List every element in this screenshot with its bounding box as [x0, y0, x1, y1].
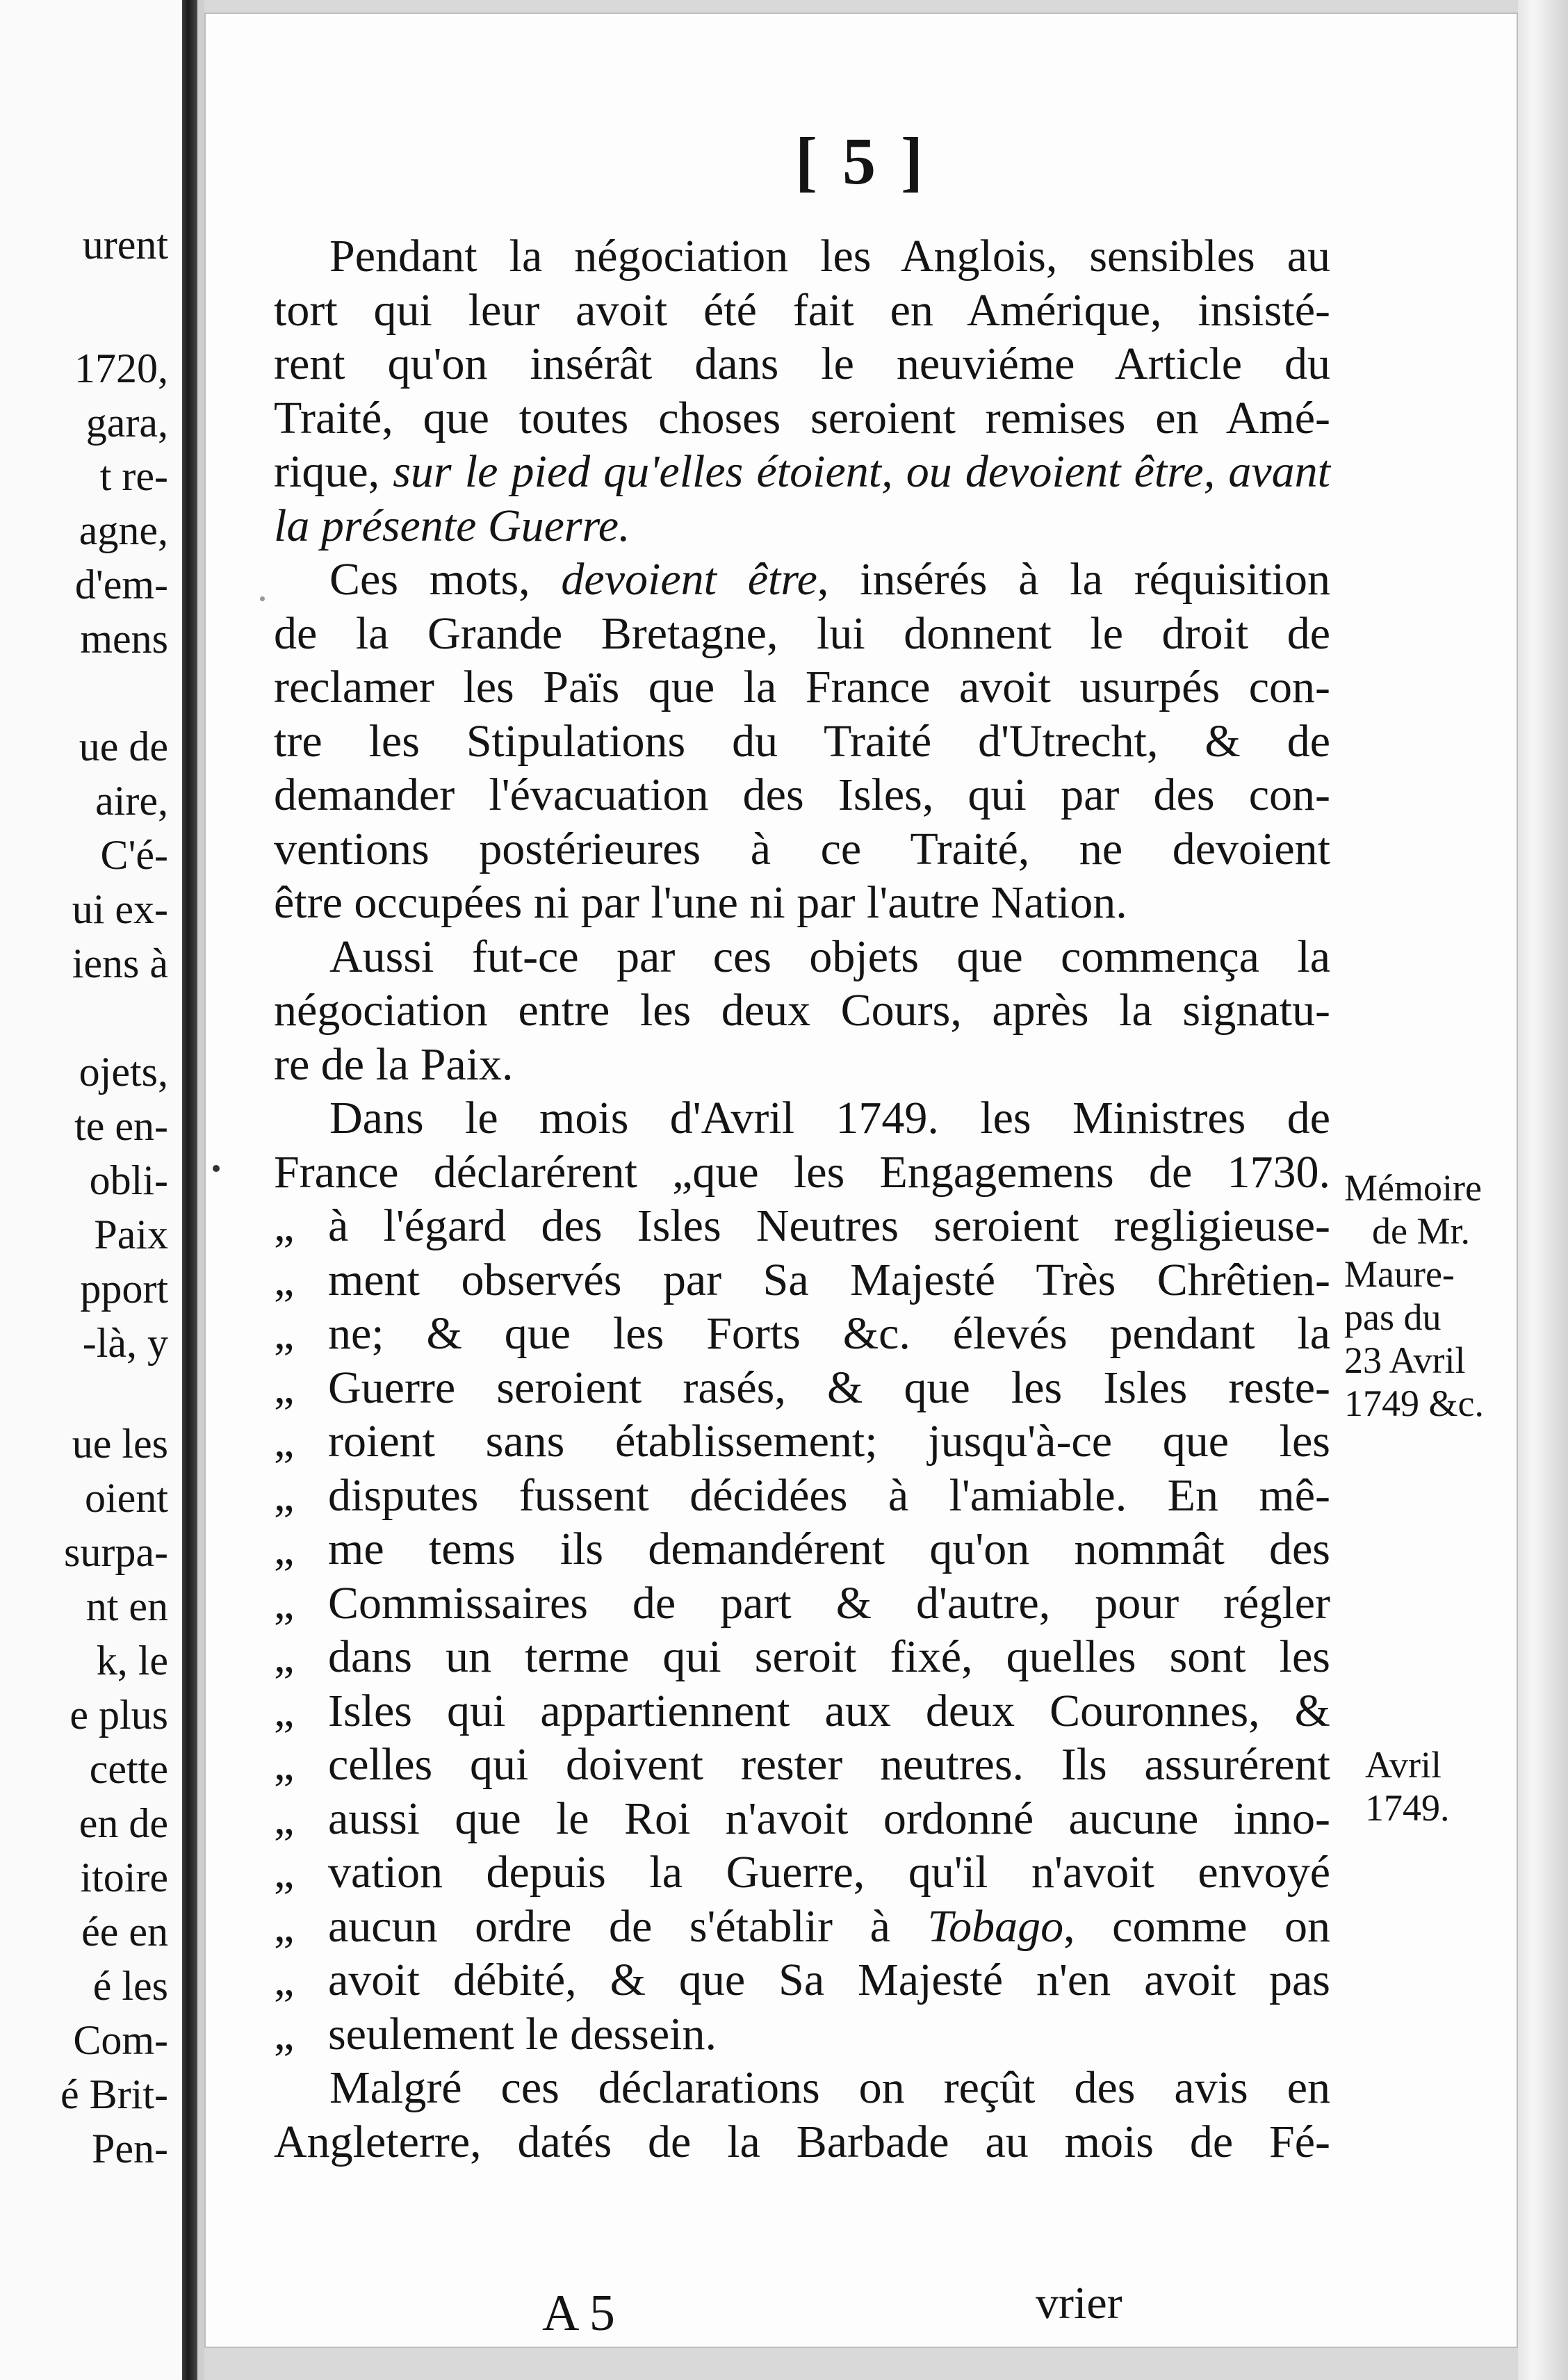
text-line: Dans le mois d'Avril 1749. les Ministres de: [329, 1093, 1330, 1143]
quoted-line: „ celles qui doivent rester neutres. Ils assurérent: [274, 1738, 1330, 1792]
facing-line: 1720,: [74, 345, 168, 391]
italic-phrase: sur le pied qu'elles étoient, ou devoient être, avant: [393, 446, 1330, 497]
text-line: France déclarérent „que les Engagemens de 1730.: [274, 1146, 1330, 1198]
quoted-line: „ vation depuis la Guerre, qu'il n'avoit envoyé: [274, 1845, 1330, 1900]
facing-line: oient: [85, 1475, 168, 1521]
facing-page-fragment: [0, 0, 182, 2380]
quote-mark: „: [274, 1416, 295, 1467]
facing-line: d'em-: [74, 562, 168, 608]
text-line: Pendant la négociation les Anglois, sensibles au: [329, 231, 1330, 282]
quote-mark: „: [274, 2008, 295, 2060]
quote-mark: „: [274, 1362, 295, 1413]
quote-mark: „: [274, 1577, 295, 1629]
facing-line: surpa-: [64, 1529, 168, 1575]
quote-mark: „: [274, 1469, 295, 1521]
italic-phrase: la présente Guerre.: [274, 500, 630, 551]
quoted-line: „ disputes fussent décidées à l'amiable. En mê-: [274, 1469, 1330, 1523]
facing-line: é les: [92, 1963, 168, 2009]
facing-line: en de: [79, 1800, 168, 1846]
gutter-edge: [197, 0, 204, 2380]
quoted-line: „ me tems ils demandérent qu'on nommât des: [274, 1522, 1330, 1576]
facing-line: -là, y: [82, 1320, 168, 1366]
margin-note-memoire: Mémoire de Mr. Maure- pas du 23 Avril 1749 &c.: [1344, 1167, 1484, 1424]
text-line: Traité, que toutes choses seroient remises en Amé-: [274, 392, 1330, 443]
text-line: ventions postérieures à ce Traité, ne devoient: [274, 823, 1330, 874]
quoted-line: „ roient sans établissement; jusqu'à-ce que les: [274, 1415, 1330, 1469]
facing-line: gara,: [85, 400, 168, 446]
facing-line: ojets,: [79, 1049, 168, 1095]
quoted-line: „ ne; & que les Forts &c. élevés pendant la: [274, 1307, 1330, 1361]
facing-line: itoire: [80, 1855, 168, 1900]
italic-phrase: devoient être: [561, 554, 817, 605]
quoted-line: „ dans un terme qui seroit fixé, quelles sont les: [274, 1630, 1330, 1684]
facing-line: cette: [89, 1746, 168, 1792]
page-body: [274, 229, 1330, 2169]
margin-note-avril: Avril 1749.: [1365, 1744, 1450, 1829]
quoted-line: „ Isles qui appartiennent aux deux Couronnes, &: [274, 1684, 1330, 1738]
facing-line: Pen-: [92, 2126, 168, 2171]
facing-line: iens à: [72, 940, 168, 986]
quote-mark: „: [274, 1793, 295, 1844]
text-line-mixed: rique, sur le pied qu'elles étoient, ou devoient être, avant: [274, 446, 1330, 497]
quote-mark: „: [274, 1955, 295, 2005]
quote-mark: „: [274, 1308, 295, 1359]
catchword: vrier: [1036, 2278, 1122, 2329]
quote-mark: „: [274, 1685, 295, 1736]
book-gutter: [182, 0, 197, 2380]
facing-line: ui ex-: [72, 886, 168, 932]
quoted-line: „ Commissaires de part & d'autre, pour régler: [274, 1576, 1330, 1631]
text-line-mixed: Ces mots, devoient être, insérés à la réquisition: [329, 554, 1330, 605]
facing-line: t re-: [99, 453, 168, 499]
page-number: [ 5 ]: [795, 124, 927, 198]
facing-line: te en-: [74, 1103, 168, 1149]
text-line: Angleterre, datés de la Barbade au mois de Fé-: [274, 2116, 1330, 2167]
quote-mark: „: [274, 1739, 295, 1790]
facing-line: Paix: [94, 1212, 168, 1257]
quoted-line: „ à l'égard des Isles Neutres seroient regligieuse-: [274, 1199, 1330, 1253]
text-line: négociation entre les deux Cours, après la signatu-: [274, 985, 1330, 1036]
facing-line: e plus: [70, 1692, 168, 1738]
facing-line: k, le: [96, 1638, 168, 1684]
text-line: Malgré ces déclarations on reçût des avis en: [329, 2062, 1330, 2113]
text-line: demander l'évacuation des Isles, qui par des con-: [274, 769, 1330, 820]
quoted-line: „ Guerre seroient rasés, & que les Isles reste-: [274, 1361, 1330, 1415]
text-line: être occupées ni par l'une ni par l'autre Nation.: [274, 877, 1127, 928]
quote-mark: „: [274, 1847, 295, 1898]
quoted-line-mixed: „ aucun ordre de s'établir à Tobago, comme on: [274, 1900, 1330, 1954]
ink-speck: [213, 1165, 220, 1172]
facing-line: obli-: [89, 1157, 168, 1203]
facing-line: aire,: [95, 778, 168, 824]
text-line: de la Grande Bretagne, lui donnent le droit de: [274, 608, 1330, 659]
ink-speck: [260, 596, 265, 601]
page-edge: [1518, 0, 1568, 2380]
facing-line: agne,: [79, 507, 168, 553]
text-line: reclamer les Païs que la France avoit usurpés con-: [274, 662, 1330, 712]
signature-mark: A 5: [542, 2285, 615, 2342]
facing-line: é Brit-: [60, 2071, 168, 2117]
facing-line: urent: [82, 222, 168, 268]
facing-line: C'é-: [100, 832, 168, 878]
italic-phrase: Tobago: [927, 1900, 1064, 1952]
facing-line: ée en: [81, 1909, 168, 1955]
quote-mark: „: [274, 1900, 295, 1952]
text-line: rent qu'on insérât dans le neuviéme Article du: [274, 339, 1330, 389]
quoted-line: „ aussi que le Roi n'avoit ordonné aucune inno-: [274, 1792, 1330, 1846]
book-page: [204, 13, 1518, 2348]
text-line: re de la Paix.: [274, 1038, 514, 1090]
text-line: tort qui leur avoit été fait en Amérique, insisté-: [274, 284, 1330, 336]
quote-mark: „: [274, 1254, 295, 1305]
quoted-line: „ seulement le dessein.: [274, 2007, 1330, 2062]
facing-line: ue de: [79, 724, 168, 769]
quote-mark: „: [274, 1631, 295, 1682]
facing-line: Com-: [73, 2017, 168, 2063]
quote-mark: „: [274, 1524, 295, 1574]
facing-line: pport: [80, 1266, 168, 1312]
quoted-line: „ ment observés par Sa Majesté Très Chrêtien-: [274, 1253, 1330, 1307]
text-line: tre les Stipulations du Traité d'Utrecht, & de: [274, 715, 1330, 767]
text-line-italic: [274, 499, 1330, 553]
facing-line: ue les: [72, 1421, 168, 1467]
text-line: Aussi fut-ce par ces objets que commença la: [329, 931, 1330, 982]
facing-line: nt en: [85, 1583, 168, 1629]
facing-line: mens: [80, 616, 168, 662]
quote-mark: „: [274, 1200, 295, 1251]
quoted-line: „ avoit débité, & que Sa Majesté n'en avoit pas: [274, 1953, 1330, 2007]
